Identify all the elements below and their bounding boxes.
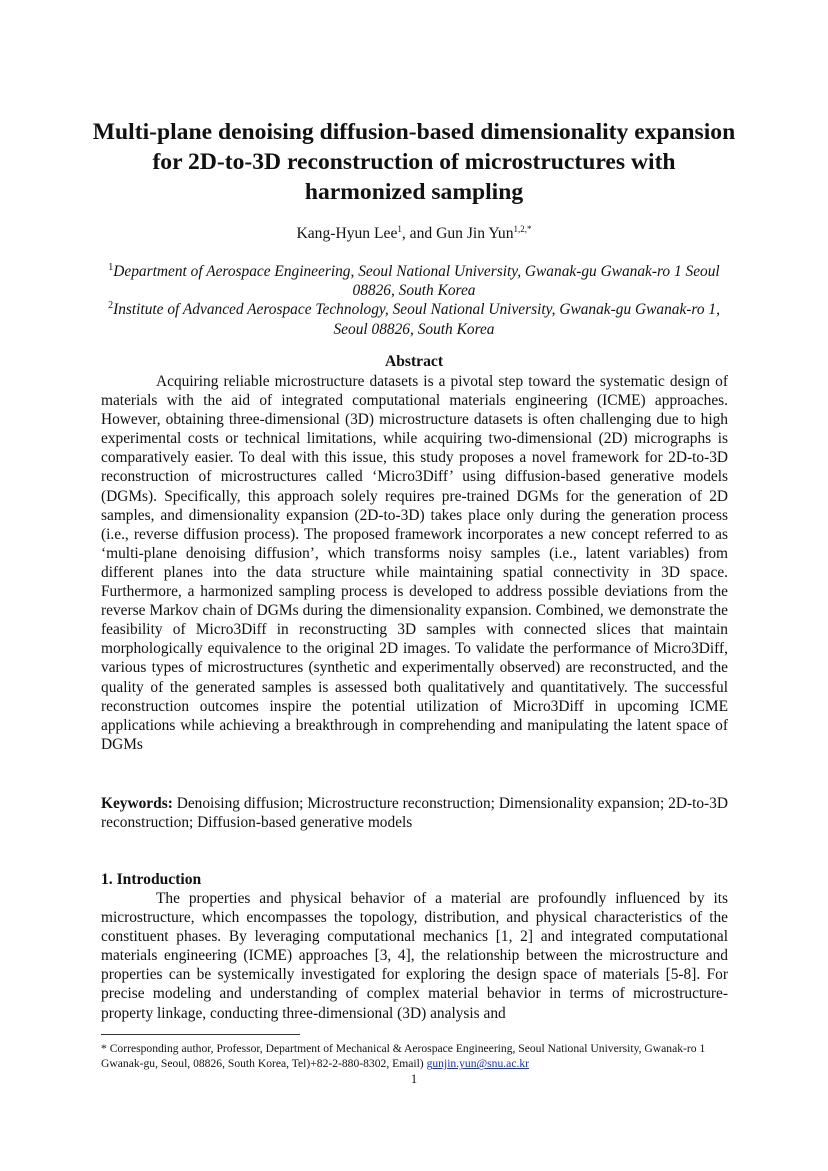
affiliation-marker: 2 [108, 300, 114, 312]
affiliation-text: Department of Aerospace Engineering, Seoul National University, Gwanak-gu Gwanak-ro 1 Seoul 08826, South Korea [113, 263, 720, 300]
page-number: 1 [410, 1072, 418, 1086]
paper-title: Multi-plane denoising diffusion-based dimensionality expansion for 2D-to-3D reconstruction of microstructures with harmonized sampling [92, 119, 736, 205]
affiliation-item [100, 300, 728, 338]
author-name: Kang-Hyun Lee [296, 225, 398, 242]
author-line [0, 224, 828, 244]
footnote-divider [101, 1034, 300, 1035]
author-separator: , and [401, 225, 437, 242]
affiliations [100, 262, 728, 339]
affiliation-marker: 1,2,* [513, 223, 532, 234]
affiliation-marker: 1 [397, 223, 402, 234]
section-text: The properties and physical behavior of a material are profoundly influenced by its microstructure, which encompasses the topology, distribution, and physical characteristics of the constituent phases. By leveraging computational mechanics [1, 2] and integrated computational materials engineering (ICME) approaches [3, 4], the relationship between the microstructure and properties can be systemically investigated for exploring the design space of materials [5-8]. For precise modeling and understanding of complex material behavior in terms of microstructure-property linkage, conducting three-dimensional (3D) analysis and [101, 890, 728, 1022]
author-name: Gun Jin Yun [436, 225, 514, 242]
keywords-label: Keywords: [101, 795, 173, 812]
email-link[interactable]: gunjin.yun@snu.ac.kr [426, 1057, 530, 1071]
abstract-text: Acquiring reliable microstructure datasets is a pivotal step toward the systematic design of materials with the aid of integrated computational materials engineering (ICME) approaches. However, obtaining three-dimensional (3D) microstructure datasets is often challenging due to high experimental costs or technical limitations, while acquiring two-dimensional (2D) micrographs is comparatively easier. To deal with this issue, this study proposes a novel framework for 2D-to-3D reconstruction of microstructures called ‘Micro3Diff’ using diffusion-based generative models (DGMs). Specifically, this approach solely requires pre-trained DGMs for the generation of 2D samples, and dimensionality expansion (2D-to-3D) takes place only during the generation process (i.e., reverse diffusion process). The proposed framework incorporates a new concept referred to as ‘multi-plane denoising diffusion’, which transforms noisy samples (i.e., latent variables) from different planes into the data structure while maintaining spatial connectivity in 3D space. Furthermore, a harmonized sampling process is developed to address possible deviations from the reverse Markov chain of DGMs during the dimensionality expansion. Combined, we demonstrate the feasibility of Micro3Diff in reconstructing 3D samples with connected slices that maintain morphologically equivalence to the original 2D images. To validate the performance of Micro3Diff, various types of microstructures (synthetic and experimentally observed) are reconstructed, and the quality of the generated samples is assessed both qualitatively and quantitatively. The successful reconstruction outcomes inspire the potential utilization of Micro3Diff in upcoming ICME applications while achieving a breakthrough in comprehending and manipulating the latent space of DGMs [101, 373, 728, 753]
affiliation-item [100, 262, 728, 300]
abstract-heading: Abstract [384, 353, 444, 370]
section-heading: 1. Introduction [101, 871, 202, 888]
footnote [101, 1041, 728, 1072]
affiliation-text: Institute of Advanced Aerospace Technology, Seoul National University, Gwanak-gu Gwanak-ro 1, Seoul 08826, South Korea [113, 301, 720, 338]
footnote-text: * Corresponding author, Professor, Department of Mechanical & Aerospace Engineering, Seoul National University, Gwanak-ro 1 Gwanak-gu, Seoul, 08826, South Korea, Tel)+82-2-880-8302, Email) [101, 1042, 706, 1071]
keywords [101, 794, 728, 833]
keywords-text: Denoising diffusion; Microstructure reconstruction; Dimensionality expansion; 2D-to-3D reconstruction; Diffusion-based generative models [101, 795, 728, 832]
affiliation-marker: 1 [108, 261, 114, 273]
